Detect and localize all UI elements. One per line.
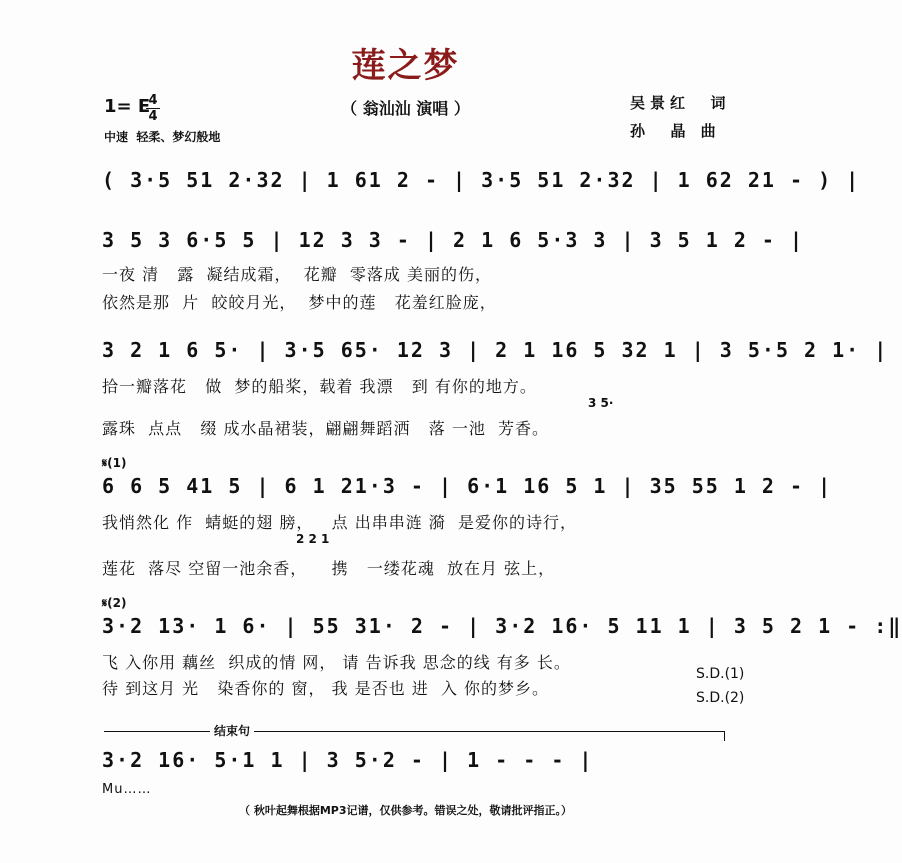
time-signature (146, 94, 160, 123)
lyric-line-2b: 依然是那 片 皎皎月光， 梦中的莲 花羞红脸庞， (102, 293, 497, 312)
sd-mark-2: S.D.(2) (696, 690, 745, 706)
lyric-line-4b: 莲花 落尽 空留一池余香， 携 一缕花魂 放在月 弦上， (102, 559, 556, 578)
ending-bracket (104, 731, 724, 732)
ending-bracket-tick (724, 731, 725, 741)
notation-line-2: 3 5 3 6·5 5 | 12 3 3 - | 2 1 6 5·3 3 | 3 5 1 2 - | (102, 228, 805, 252)
lyric-line-3b: 露珠 点点 缀 成水晶裙装，翩翩舞蹈洒 落 一池 芳香。 (102, 419, 550, 438)
harmony-notes-3: 3 5· (588, 396, 614, 410)
composer-credit: 孙 晶 曲 (630, 122, 721, 140)
notation-line-5: 3·2 13· 1 6· | 55 31· 2 - | 3·2 16· 5 11 1 | 3 5 2 1 - :‖ (102, 614, 902, 638)
notation-line-4: 6 6 5 41 5 | 6 1 21·3 - | 6·1 16 5 1 | 35 55 1 2 - | (102, 474, 833, 498)
time-denominator: 4 (148, 109, 158, 124)
lyric-ending: Mu…… (102, 782, 152, 797)
notation-line-3: 3 2 1 6 5· | 3·5 65· 12 3 | 2 1 16 5 32 1 | 3 5·5 2 1· | (102, 338, 889, 362)
segno-mark-2: 𝄋(2) (102, 596, 127, 610)
lyric-line-5b: 待 到这月 光 染香你的 窗， 我 是否也 进 入 你的梦乡。 (102, 679, 550, 698)
ending-label: 结束句 (210, 722, 254, 739)
performer: （ 翁汕汕 演唱 ） (341, 99, 470, 118)
key-signature: 1= E (104, 96, 151, 117)
time-numerator: 4 (148, 93, 158, 108)
lyric-line-4a: 我悄然化 作 蜻蜓的翅 膀， 点 出串串涟 漪 是爱你的诗行， (102, 513, 577, 532)
footer-note: （ 秋叶起舞根据MP3记谱，仅供参考。错误之处，敬请批评指正。） (239, 804, 572, 817)
notation-ending: 3·2 16· 5·1 1 | 3 5·2 - | 1 - - - | (102, 748, 594, 772)
lyric-line-5a: 飞 入你用 藕丝 织成的情 网， 请 告诉我 思念的线 有多 长。 (102, 653, 571, 672)
tempo-marking: 中速 轻柔、梦幻般地 (104, 130, 221, 144)
lyric-line-2a: 一夜 清 露 凝结成霜， 花瓣 零落成 美丽的伤， (102, 265, 492, 284)
song-title: 莲之梦 (351, 46, 460, 86)
harmony-notes-4: 2 2 1 (296, 532, 330, 546)
segno-mark-1: 𝄋(1) (102, 456, 127, 470)
lyricist-credit: 吴景红 词 (630, 94, 731, 112)
notation-intro: ( 3·5 51 2·32 | 1 61 2 - | 3·5 51 2·32 | 1 62 21 - ) | (102, 168, 861, 192)
lyric-line-3a: 拾一瓣落花 做 梦的船桨，载着 我漂 到 有你的地方。 (102, 377, 537, 396)
sd-mark-1: S.D.(1) (696, 666, 745, 682)
